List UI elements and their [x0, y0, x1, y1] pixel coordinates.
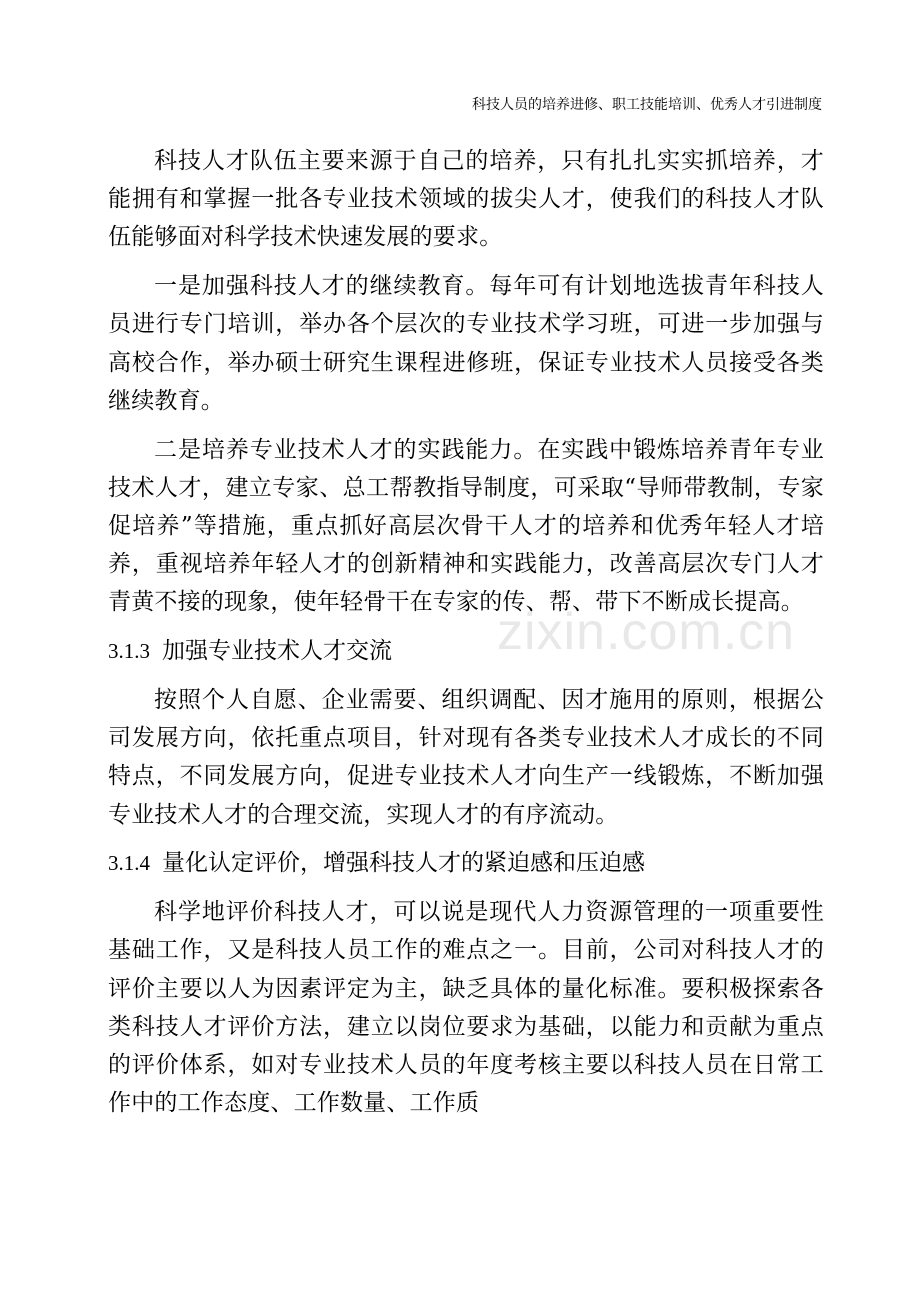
paragraph-talent-evaluation: 科学地评价科技人才，可以说是现代人力资源管理的一项重要性基础工作，又是科技人员工作的难点之一。目前，公司对科技人才的评价主要以人为因素评定为主，缺乏具体的量化标准。要积极探索各类科技人才评价方法，建立以岗位要求为基础，以能力和贡献为重点的评价体系，如对专业技术人员的年度考核主要以科技人员在日常工作中的工作态度、工作数量、工作质	[108, 899, 824, 1117]
section-number: 3.1.4	[108, 851, 150, 876]
section-heading-3-1-3	[108, 632, 824, 670]
paragraph-continuing-education: 一是加强科技人才的继续教育。每年可有计划地选拔青年科技人员进行专门培训，举办各个层次的专业技术学习班，可进一步加强与高校合作，举办硕士研究生课程进修班，保证专业技术人员接受各类继续教育。	[108, 273, 824, 414]
section-title: 加强专业技术人才交流	[162, 638, 392, 665]
paragraph-talent-exchange: 按照个人自愿、企业需要、组织调配、因才施用的原则，根据公司发展方向，依托重点项目，针对现有各类专业技术人才成长的不同特点，不同发展方向，促进专业技术人才向生产一线锻炼，不断加强专业技术人才的合理交流，实现人才的有序流动。	[108, 687, 824, 828]
watermark: zixin.com.cn	[497, 603, 796, 661]
section-heading-3-1-4	[108, 844, 824, 882]
paragraph-talent-source: 科技人才队伍主要来源于自己的培养，只有扎扎实实抓培养，才能拥有和掌握一批各专业技术领域的拔尖人才，使我们的科技人才队伍能够面对科学技术快速发展的要求。	[108, 148, 824, 251]
section-number: 3.1.3	[108, 639, 150, 664]
paragraph-practical-ability: 二是培养专业技术人才的实践能力。在实践中锻炼培养青年专业技术人才，建立专家、总工帮教指导制度，可采取“导师带教制，专家促培养”等措施，重点抓好高层次骨干人才的培养和优秀年轻人才培养，重视培养年轻人才的创新精神和实践能力，改善高层次专门人才青黄不接的现象，使年轻骨干在专家的传、帮、带下不断成长提高。	[108, 436, 824, 616]
body-text	[108, 142, 824, 1133]
running-header: 科技人员的培养进修、职工技能培训、优秀人才引进制度	[472, 97, 822, 113]
section-title: 量化认定评价，增强科技人才的紧迫感和压迫感	[162, 850, 645, 877]
